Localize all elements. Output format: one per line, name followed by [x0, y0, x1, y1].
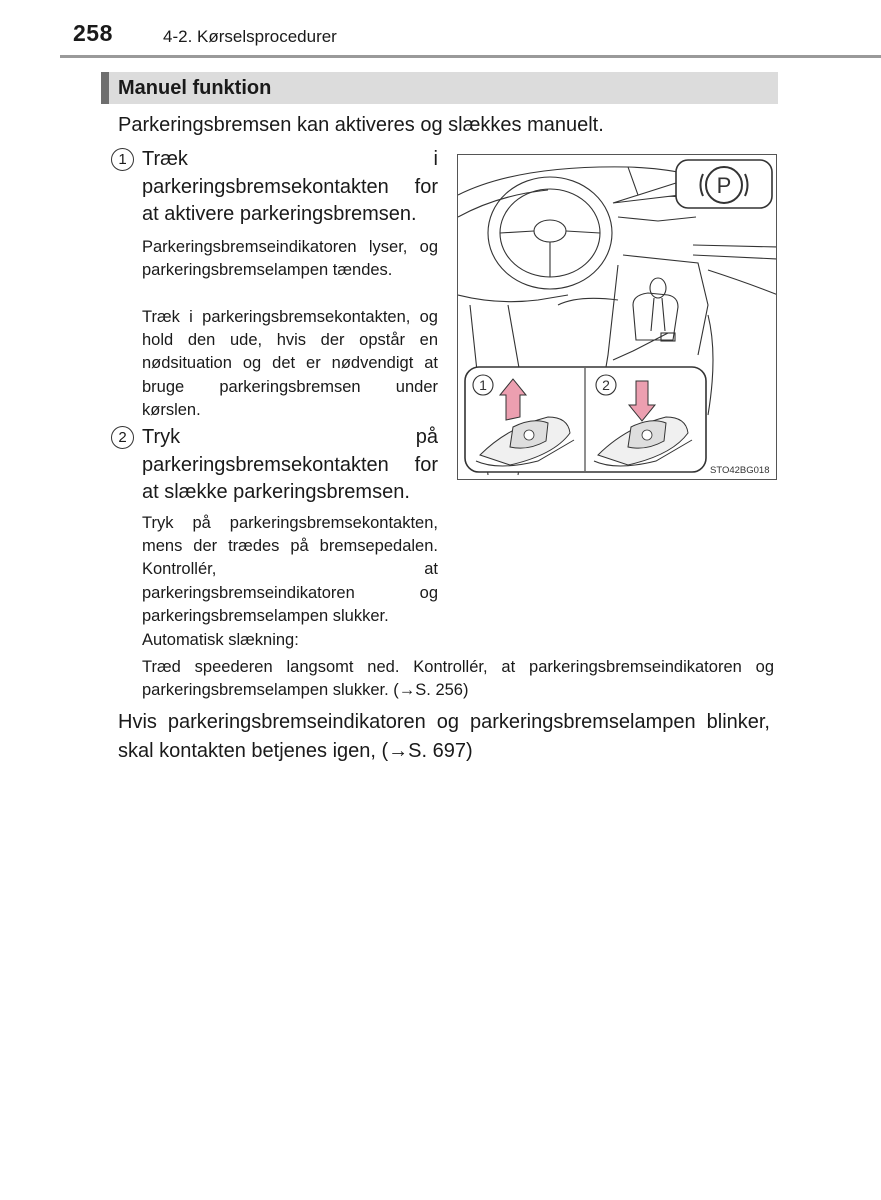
figure-code: STO42BG018 [710, 465, 770, 476]
step-1-note-2: Træk i parkeringsbremsekontakten, og hold den ude, hvis der opstår en nødsituation og det er nødvendigt at bruge parkeringsbremsen under kørslen. [142, 308, 438, 419]
step-2-text: Tryk på parkeringsbremsekontakten for at slække parkeringsbremsen. [142, 426, 438, 503]
page-number: 258 [73, 20, 113, 46]
step-1-text: Træk i parkeringsbremsekontakten for at aktivere parkeringsbremsen. [142, 148, 438, 225]
step-1-note-1: Parkeringsbremseindikatoren lyser, og parkeringsbremselampen tændes. [142, 238, 438, 280]
intro-text: Parkeringsbremsen kan aktiveres og slækkes manuelt. [118, 114, 604, 136]
parking-brake-figure [457, 154, 777, 480]
step-2-number-icon: 2 [111, 426, 134, 449]
step-2-note-2: Automatisk slækning: [142, 631, 299, 649]
step-2-note-1: Tryk på parkeringsbremsekontakten, mens der trædes på bremsepedalen. Kontrollér, at parkeringsbremseindikatoren og parkeringsbremselampen slukker. [142, 514, 438, 625]
inset-2-label: 2 [602, 377, 610, 393]
step-2-note-3: Træd speederen langsomt ned. Kontrollér, at parkeringsbremseindikatoren og parkeringsbremselampen slukker. (→S. 256) [142, 658, 774, 700]
switch-inset [465, 367, 706, 472]
step-1-number-icon: 1 [111, 148, 134, 171]
closing-text: Hvis parkeringsbremseindikatoren og parkeringsbremselampen blinker, skal kontakten betjenes igen, (→S. 697) [118, 711, 770, 762]
inset-1-label: 1 [479, 377, 487, 393]
p-indicator-symbol: P [716, 173, 732, 198]
cockpit-illustration [458, 155, 777, 480]
section-title: Manuel funktion [118, 77, 272, 99]
chapter-title: 4-2. Kørselsprocedurer [163, 27, 337, 46]
header-rule [60, 55, 881, 58]
